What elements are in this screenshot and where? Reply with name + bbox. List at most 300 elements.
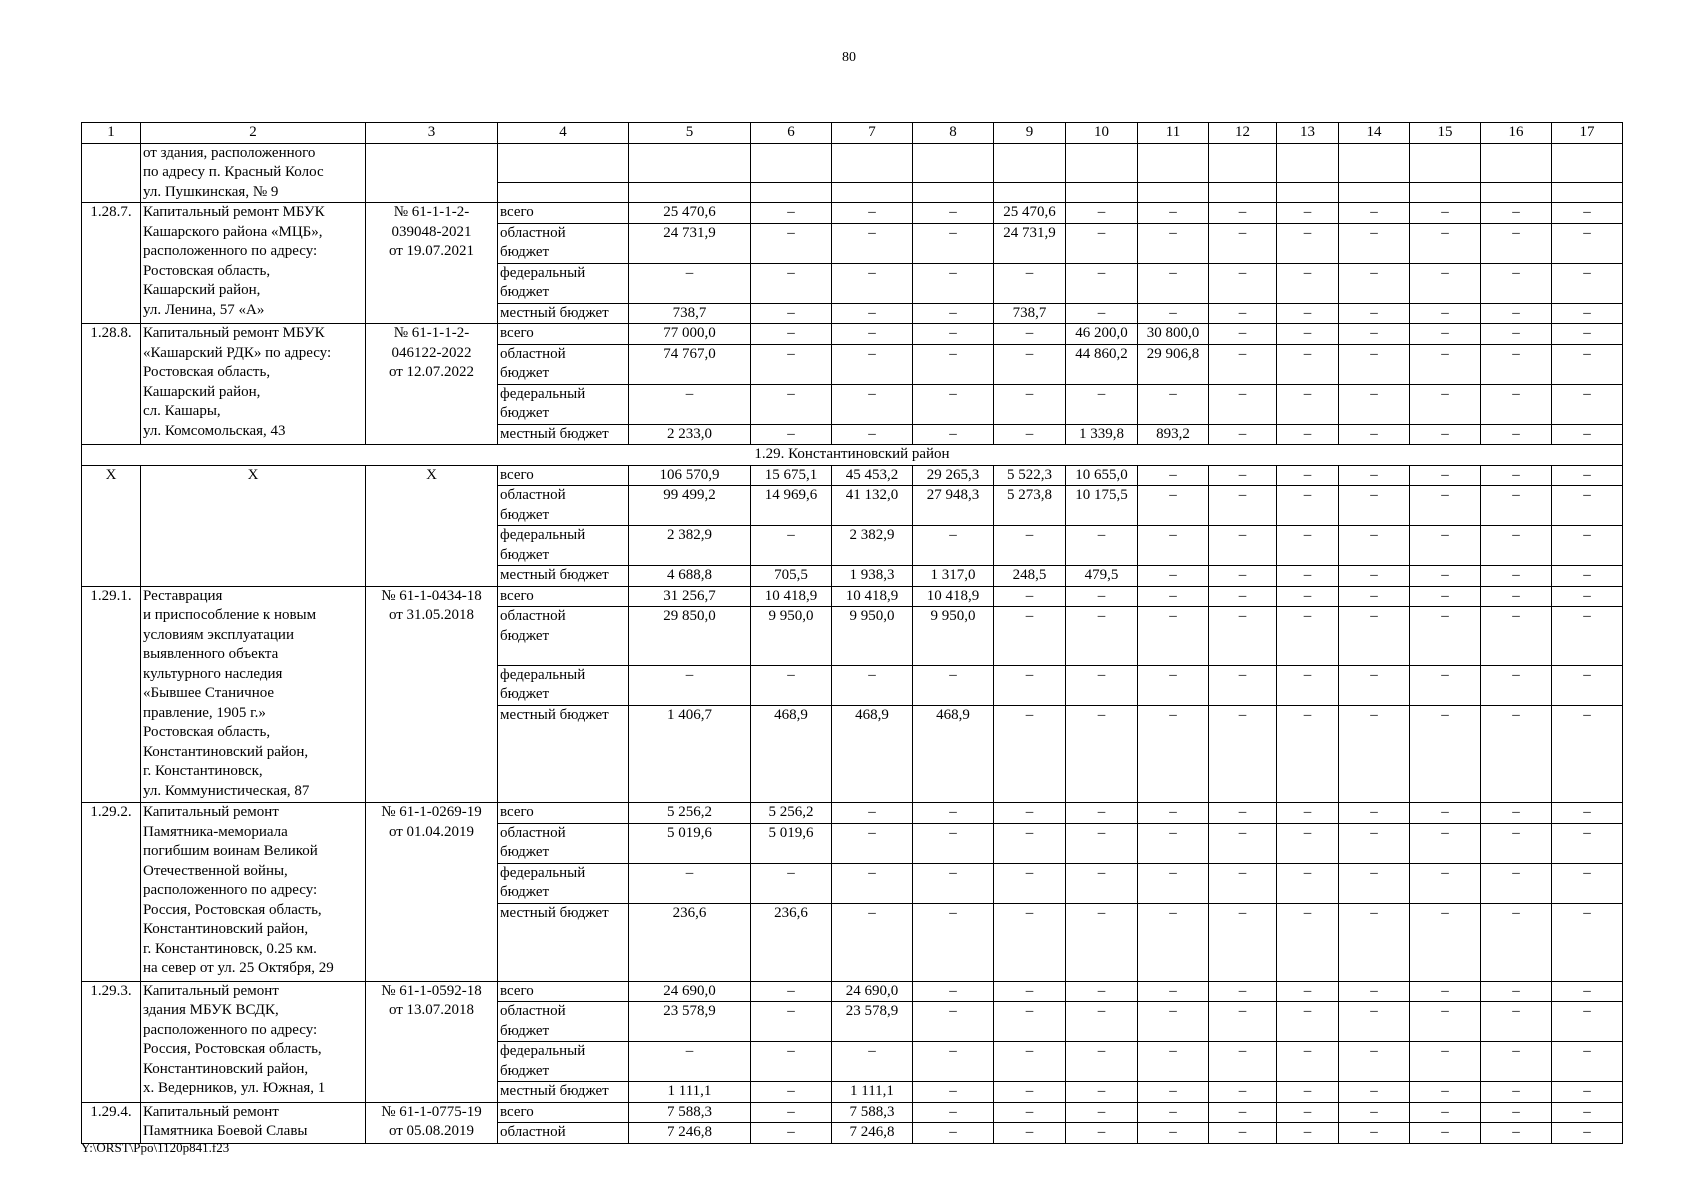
amount-cell bbox=[1277, 566, 1339, 587]
amount-cell-line: – bbox=[1025, 264, 1034, 281]
amount-cell-line: – bbox=[1303, 864, 1312, 881]
amount-cell bbox=[1339, 981, 1410, 1002]
column-number-cell bbox=[1410, 123, 1481, 144]
amount-cell bbox=[629, 324, 751, 345]
funding-source-line: бюджет bbox=[500, 884, 550, 900]
amount-cell bbox=[913, 324, 994, 345]
amount-cell-line: 468,9 bbox=[774, 706, 808, 723]
amount-cell bbox=[994, 263, 1066, 303]
amount-cell bbox=[832, 903, 913, 981]
amount-cell bbox=[1066, 263, 1138, 303]
funding-source bbox=[498, 586, 629, 607]
object-name-line: Кашарский район, bbox=[143, 282, 261, 298]
amount-cell bbox=[1339, 486, 1410, 526]
amount-cell-line: – bbox=[1512, 904, 1520, 921]
amount-cell-line: 45 453,2 bbox=[845, 466, 899, 483]
amount-cell-line: – bbox=[1512, 1083, 1520, 1099]
amount-cell-line: – bbox=[1512, 864, 1520, 881]
amount-cell-line: – bbox=[1025, 804, 1034, 820]
amount-cell bbox=[1481, 1002, 1552, 1042]
section-title-line: 1.29. Константиновский район bbox=[754, 446, 950, 462]
amount-cell-line: – bbox=[1169, 587, 1177, 604]
amount-cell bbox=[1410, 303, 1481, 324]
amount-cell bbox=[913, 183, 994, 203]
amount-cell-line: – bbox=[1512, 1103, 1520, 1120]
amount-cell-line: – bbox=[1169, 567, 1177, 583]
amount-cell bbox=[994, 1082, 1066, 1103]
amount-cell bbox=[913, 203, 994, 224]
amount-cell bbox=[629, 803, 751, 824]
amount-cell bbox=[832, 424, 913, 445]
amount-cell bbox=[1066, 1082, 1138, 1103]
amount-cell bbox=[1481, 526, 1552, 566]
funding-source-line: бюджет bbox=[500, 405, 550, 421]
amount-cell bbox=[1277, 203, 1339, 224]
row-number bbox=[82, 465, 141, 586]
amount-cell-line: – bbox=[1370, 608, 1378, 624]
amount-cell-line: – bbox=[1370, 824, 1378, 841]
amount-cell-line: – bbox=[1512, 425, 1520, 442]
amount-cell-line: – bbox=[1097, 385, 1106, 402]
document-number bbox=[366, 143, 498, 203]
funding-source-line: областной bbox=[500, 824, 566, 841]
file-path-footer: Y:\ORST\Ppo\1120p841.f23 bbox=[81, 1140, 230, 1155]
object-name-line: по адресу п. Красный Колос bbox=[143, 164, 324, 180]
document-number-line: от 31.05.2018 bbox=[388, 607, 475, 623]
amount-cell bbox=[994, 486, 1066, 526]
amount-cell-line: 29 850,0 bbox=[663, 608, 716, 624]
amount-cell-line: – bbox=[868, 804, 876, 820]
object-name-line: Капитальный ремонт МБУК bbox=[143, 325, 325, 341]
amount-cell bbox=[1410, 344, 1481, 384]
amount-cell bbox=[751, 1082, 832, 1103]
funding-source-line: областной bbox=[500, 487, 566, 503]
amount-cell-line: – bbox=[1512, 224, 1520, 241]
amount-cell bbox=[1339, 424, 1410, 445]
amount-cell bbox=[832, 143, 913, 183]
amount-cell bbox=[832, 465, 913, 486]
object-name-line: расположенного по адресу: bbox=[143, 882, 318, 898]
document-number bbox=[366, 465, 498, 586]
column-number-cell bbox=[498, 123, 629, 144]
amount-cell bbox=[1066, 607, 1138, 666]
amount-cell-line: – bbox=[1583, 527, 1591, 543]
amount-cell bbox=[994, 324, 1066, 345]
amount-cell bbox=[1066, 203, 1138, 224]
amount-cell-line: – bbox=[787, 1083, 795, 1099]
document-number bbox=[366, 981, 498, 1102]
amount-cell bbox=[1209, 263, 1277, 303]
amount-cell-line: 24 731,9 bbox=[1003, 224, 1056, 241]
object-name-line: г. Константиновск, bbox=[143, 763, 263, 779]
amount-cell bbox=[1339, 1102, 1410, 1123]
amount-cell bbox=[1066, 384, 1138, 424]
amount-cell-line: 27 948,3 bbox=[926, 487, 980, 503]
amount-cell-line: – bbox=[1512, 804, 1520, 820]
amount-cell-line: – bbox=[1512, 466, 1520, 483]
amount-cell bbox=[1066, 465, 1138, 486]
amount-cell bbox=[751, 586, 832, 607]
object-name-line: Капитальный ремонт МБУК bbox=[143, 204, 325, 220]
amount-cell-line: – bbox=[1303, 706, 1312, 723]
amount-cell-line: – bbox=[1097, 224, 1106, 241]
amount-cell-line: – bbox=[1025, 864, 1034, 881]
row-number-line: 1.29.4. bbox=[90, 1103, 132, 1120]
amount-cell-line: – bbox=[1370, 1043, 1378, 1059]
amount-cell bbox=[994, 1002, 1066, 1042]
amount-cell-line: – bbox=[1238, 487, 1247, 503]
amount-cell bbox=[1209, 465, 1277, 486]
amount-cell bbox=[1277, 823, 1339, 863]
amount-cell bbox=[1339, 665, 1410, 705]
amount-cell bbox=[1277, 1002, 1339, 1042]
object-name-line: Капитальный ремонт bbox=[143, 804, 279, 820]
amount-cell-line: – bbox=[787, 325, 795, 341]
section-row bbox=[82, 445, 1623, 466]
section-title bbox=[82, 445, 1623, 466]
amount-cell-line: 15 675,1 bbox=[764, 466, 818, 483]
amount-cell-line: 2 233,0 bbox=[667, 425, 712, 442]
amount-cell bbox=[1138, 384, 1209, 424]
funding-source bbox=[498, 344, 629, 384]
amount-cell bbox=[1481, 465, 1552, 486]
amount-cell-line: – bbox=[868, 666, 876, 683]
funding-source-line: федеральный bbox=[500, 864, 586, 881]
row-number-line: 1.29.3. bbox=[90, 982, 132, 999]
amount-cell-line: – bbox=[949, 385, 957, 402]
amount-cell bbox=[1339, 143, 1410, 183]
amount-cell-line: – bbox=[1097, 304, 1106, 321]
amount-cell bbox=[751, 1002, 832, 1042]
amount-cell-line: – bbox=[787, 264, 795, 281]
amount-cell bbox=[1552, 566, 1623, 587]
column-number-cell-line: 1 bbox=[107, 124, 115, 140]
amount-cell-line: 236,6 bbox=[672, 904, 707, 921]
amount-cell bbox=[1209, 665, 1277, 705]
amount-cell-line: – bbox=[1512, 385, 1520, 402]
amount-cell bbox=[1277, 526, 1339, 566]
amount-cell bbox=[913, 1102, 994, 1123]
column-number-cell bbox=[1339, 123, 1410, 144]
amount-cell bbox=[1339, 1042, 1410, 1082]
amount-cell-line: 31 256,7 bbox=[663, 587, 716, 604]
amount-cell-line: – bbox=[1583, 385, 1591, 402]
amount-cell-line: – bbox=[1025, 1043, 1034, 1059]
funding-source-line: бюджет bbox=[500, 284, 550, 300]
amount-cell bbox=[1138, 465, 1209, 486]
amount-cell bbox=[1277, 465, 1339, 486]
amount-cell bbox=[1481, 863, 1552, 903]
amount-cell-line: – bbox=[1512, 982, 1520, 999]
amount-cell bbox=[1066, 586, 1138, 607]
amount-cell bbox=[1277, 803, 1339, 824]
funding-source bbox=[498, 183, 629, 203]
amount-cell bbox=[1138, 705, 1209, 803]
amount-cell bbox=[1138, 486, 1209, 526]
amount-cell-line: – bbox=[1583, 864, 1591, 881]
amount-cell bbox=[1481, 803, 1552, 824]
amount-cell-line: – bbox=[949, 1003, 957, 1019]
column-number-cell-line: 9 bbox=[1025, 124, 1034, 140]
amount-cell bbox=[1138, 303, 1209, 324]
amount-cell-line: – bbox=[1238, 204, 1247, 220]
amount-cell-line: – bbox=[1583, 666, 1591, 683]
amount-cell bbox=[832, 203, 913, 224]
amount-cell-line: 468,9 bbox=[936, 706, 970, 723]
amount-cell bbox=[751, 803, 832, 824]
object-name-line: Отечественной войны, bbox=[143, 862, 288, 879]
amount-cell-line: – bbox=[1097, 1103, 1106, 1120]
amount-cell bbox=[629, 1102, 751, 1123]
amount-cell bbox=[1138, 203, 1209, 224]
amount-cell bbox=[751, 183, 832, 203]
column-number-cell bbox=[1552, 123, 1623, 144]
table-row bbox=[82, 1102, 1623, 1123]
funding-source-line: бюджет bbox=[500, 844, 550, 860]
amount-cell-line: – bbox=[1025, 904, 1034, 921]
amount-cell bbox=[629, 903, 751, 981]
amount-cell bbox=[1138, 586, 1209, 607]
amount-cell bbox=[751, 344, 832, 384]
amount-cell bbox=[913, 1082, 994, 1103]
amount-cell-line: – bbox=[1303, 608, 1312, 624]
amount-cell-line: 5 019,6 bbox=[768, 824, 814, 841]
object-name-line: на север от ул. 25 Октября, 29 bbox=[143, 960, 334, 976]
object-name bbox=[141, 981, 366, 1102]
amount-cell bbox=[1552, 1002, 1623, 1042]
column-number-cell bbox=[1138, 123, 1209, 144]
row-number-line: 1.28.8. bbox=[90, 325, 132, 341]
amount-cell bbox=[1410, 1123, 1481, 1144]
amount-cell-line: – bbox=[1169, 982, 1177, 999]
amount-cell-line: – bbox=[1441, 567, 1449, 583]
funding-source bbox=[498, 203, 629, 224]
amount-cell bbox=[1481, 1042, 1552, 1082]
amount-cell-line: – bbox=[1025, 385, 1034, 402]
amount-cell bbox=[1410, 607, 1481, 666]
amount-cell-line: – bbox=[1583, 587, 1591, 604]
column-number-cell bbox=[82, 123, 141, 144]
amount-cell-line: 25 470,6 bbox=[1003, 204, 1056, 220]
amount-cell bbox=[1138, 143, 1209, 183]
amount-cell-line: – bbox=[1097, 1003, 1106, 1019]
amount-cell-line: – bbox=[1583, 804, 1591, 820]
amount-cell bbox=[1481, 981, 1552, 1002]
amount-cell bbox=[1410, 384, 1481, 424]
object-name-line: Капитальный ремонт bbox=[143, 982, 279, 999]
amount-cell bbox=[629, 303, 751, 324]
column-number-cell bbox=[1209, 123, 1277, 144]
amount-cell bbox=[1481, 566, 1552, 587]
amount-cell bbox=[1209, 586, 1277, 607]
amount-cell bbox=[1209, 203, 1277, 224]
amount-cell bbox=[832, 1042, 913, 1082]
amount-cell-line: – bbox=[1441, 608, 1449, 624]
amount-cell-line: – bbox=[1238, 864, 1247, 881]
amount-cell bbox=[1339, 1002, 1410, 1042]
amount-cell bbox=[1339, 705, 1410, 803]
amount-cell bbox=[1552, 1102, 1623, 1123]
document-number-line: от 01.04.2019 bbox=[388, 823, 475, 840]
amount-cell bbox=[1552, 863, 1623, 903]
amount-cell-line: – bbox=[1169, 904, 1177, 921]
amount-cell-line: – bbox=[1370, 204, 1378, 220]
amount-cell-line: – bbox=[787, 425, 795, 442]
funding-source-line: всего bbox=[500, 466, 534, 483]
funding-source bbox=[498, 424, 629, 445]
amount-cell-line: – bbox=[1169, 608, 1177, 624]
amount-cell-line: – bbox=[685, 666, 694, 683]
amount-cell-line: – bbox=[1441, 264, 1449, 281]
amount-cell bbox=[1277, 903, 1339, 981]
amount-cell bbox=[1277, 424, 1339, 445]
amount-cell-line: 10 418,9 bbox=[845, 587, 899, 604]
amount-cell-line: 1 317,0 bbox=[930, 567, 976, 583]
amount-cell bbox=[1339, 607, 1410, 666]
amount-cell bbox=[1481, 1082, 1552, 1103]
object-name-line: Памятника-мемориала bbox=[143, 823, 288, 840]
row-number bbox=[82, 203, 141, 324]
amount-cell bbox=[1552, 344, 1623, 384]
amount-cell bbox=[1277, 607, 1339, 666]
amount-cell bbox=[1209, 823, 1277, 863]
amount-cell bbox=[1410, 981, 1481, 1002]
column-number-cell bbox=[1066, 123, 1138, 144]
amount-cell-line: – bbox=[1238, 1003, 1247, 1019]
amount-cell-line: – bbox=[1583, 224, 1591, 241]
amount-cell-line: – bbox=[1512, 608, 1520, 624]
amount-cell bbox=[1552, 324, 1623, 345]
amount-cell-line: – bbox=[1303, 385, 1312, 402]
funding-source-line: федеральный bbox=[500, 666, 586, 683]
amount-cell bbox=[1066, 1002, 1138, 1042]
amount-cell-line: – bbox=[949, 224, 957, 241]
amount-cell-line: – bbox=[1097, 204, 1106, 220]
amount-cell bbox=[994, 803, 1066, 824]
amount-cell bbox=[913, 465, 994, 486]
amount-cell bbox=[1277, 705, 1339, 803]
amount-cell bbox=[1209, 183, 1277, 203]
amount-cell bbox=[1066, 223, 1138, 263]
amount-cell bbox=[751, 203, 832, 224]
amount-cell bbox=[913, 424, 994, 445]
amount-cell-line: 5 256,2 bbox=[667, 804, 712, 820]
amount-cell bbox=[913, 863, 994, 903]
amount-cell-line: – bbox=[1441, 487, 1449, 503]
amount-cell bbox=[994, 183, 1066, 203]
funding-source-line: областной bbox=[500, 1124, 566, 1140]
amount-cell-line: – bbox=[1441, 982, 1449, 999]
column-number-cell bbox=[366, 123, 498, 144]
funding-source bbox=[498, 566, 629, 587]
table-row bbox=[82, 981, 1623, 1002]
column-number-row bbox=[82, 123, 1623, 144]
amount-cell bbox=[751, 384, 832, 424]
amount-cell bbox=[832, 586, 913, 607]
amount-cell bbox=[1481, 223, 1552, 263]
amount-cell bbox=[1277, 863, 1339, 903]
amount-cell-line: – bbox=[1441, 345, 1449, 362]
funding-source bbox=[498, 143, 629, 183]
amount-cell bbox=[1066, 424, 1138, 445]
object-name-line: Россия, Ростовская область, bbox=[143, 1041, 322, 1057]
funding-source-line: областной bbox=[500, 224, 566, 241]
amount-cell-line: – bbox=[1097, 264, 1106, 281]
amount-cell-line: – bbox=[1097, 864, 1106, 881]
amount-cell-line: – bbox=[949, 264, 957, 281]
object-name-line: Кашарского района «МЦБ», bbox=[143, 223, 323, 240]
funding-source-line: местный бюджет bbox=[500, 425, 609, 442]
funding-source-line: всего bbox=[500, 587, 534, 604]
amount-cell-line: 468,9 bbox=[855, 706, 889, 723]
amount-cell-line: – bbox=[1169, 1103, 1177, 1120]
amount-cell bbox=[1277, 143, 1339, 183]
amount-cell-line: – bbox=[1583, 1103, 1591, 1120]
amount-cell-line: – bbox=[1238, 666, 1247, 683]
amount-cell bbox=[913, 223, 994, 263]
funding-source bbox=[498, 981, 629, 1002]
amount-cell bbox=[1339, 803, 1410, 824]
amount-cell-line: – bbox=[1025, 666, 1034, 683]
amount-cell bbox=[913, 705, 994, 803]
amount-cell bbox=[1138, 223, 1209, 263]
amount-cell-line: – bbox=[1169, 666, 1177, 683]
amount-cell bbox=[832, 803, 913, 824]
amount-cell bbox=[1410, 465, 1481, 486]
amount-cell-line: – bbox=[1303, 1043, 1312, 1059]
amount-cell-line: – bbox=[1512, 587, 1520, 604]
amount-cell-line: – bbox=[949, 824, 957, 841]
amount-cell bbox=[832, 526, 913, 566]
amount-cell bbox=[913, 566, 994, 587]
amount-cell bbox=[1138, 183, 1209, 203]
amount-cell-line: – bbox=[1441, 1003, 1449, 1019]
amount-cell bbox=[994, 424, 1066, 445]
object-name-line: Памятника Боевой Славы bbox=[143, 1123, 308, 1139]
column-number-cell-line: 7 bbox=[868, 124, 876, 140]
amount-cell-line: – bbox=[1441, 204, 1449, 220]
amount-cell-line: – bbox=[1025, 608, 1034, 624]
object-name-line: х. Ведерников, ул. Южная, 1 bbox=[143, 1080, 326, 1096]
amount-cell-line: – bbox=[1441, 904, 1449, 921]
object-name-line: выявленного объекта bbox=[143, 646, 279, 662]
amount-cell bbox=[1277, 303, 1339, 324]
amount-cell bbox=[1277, 1082, 1339, 1103]
object-name-line: Ростовская область, bbox=[143, 724, 271, 740]
amount-cell bbox=[913, 303, 994, 324]
funding-source bbox=[498, 1102, 629, 1123]
amount-cell bbox=[913, 981, 994, 1002]
amount-cell-line: – bbox=[787, 527, 795, 543]
amount-cell-line: – bbox=[868, 1043, 876, 1059]
amount-cell-line: – bbox=[1370, 527, 1378, 543]
amount-cell bbox=[1339, 526, 1410, 566]
amount-cell-line: – bbox=[1303, 425, 1312, 442]
amount-cell-line: – bbox=[1097, 608, 1106, 624]
amount-cell bbox=[913, 665, 994, 705]
amount-cell-line: – bbox=[1370, 466, 1378, 483]
amount-cell bbox=[1066, 1123, 1138, 1144]
amount-cell bbox=[1277, 665, 1339, 705]
amount-cell bbox=[913, 1002, 994, 1042]
amount-cell bbox=[751, 823, 832, 863]
amount-cell bbox=[1138, 607, 1209, 666]
amount-cell-line: – bbox=[1512, 1043, 1520, 1059]
amount-cell bbox=[1410, 705, 1481, 803]
amount-cell bbox=[1209, 486, 1277, 526]
amount-cell-line: – bbox=[1238, 904, 1247, 921]
object-name-line: условиям эксплуатации bbox=[143, 626, 294, 643]
